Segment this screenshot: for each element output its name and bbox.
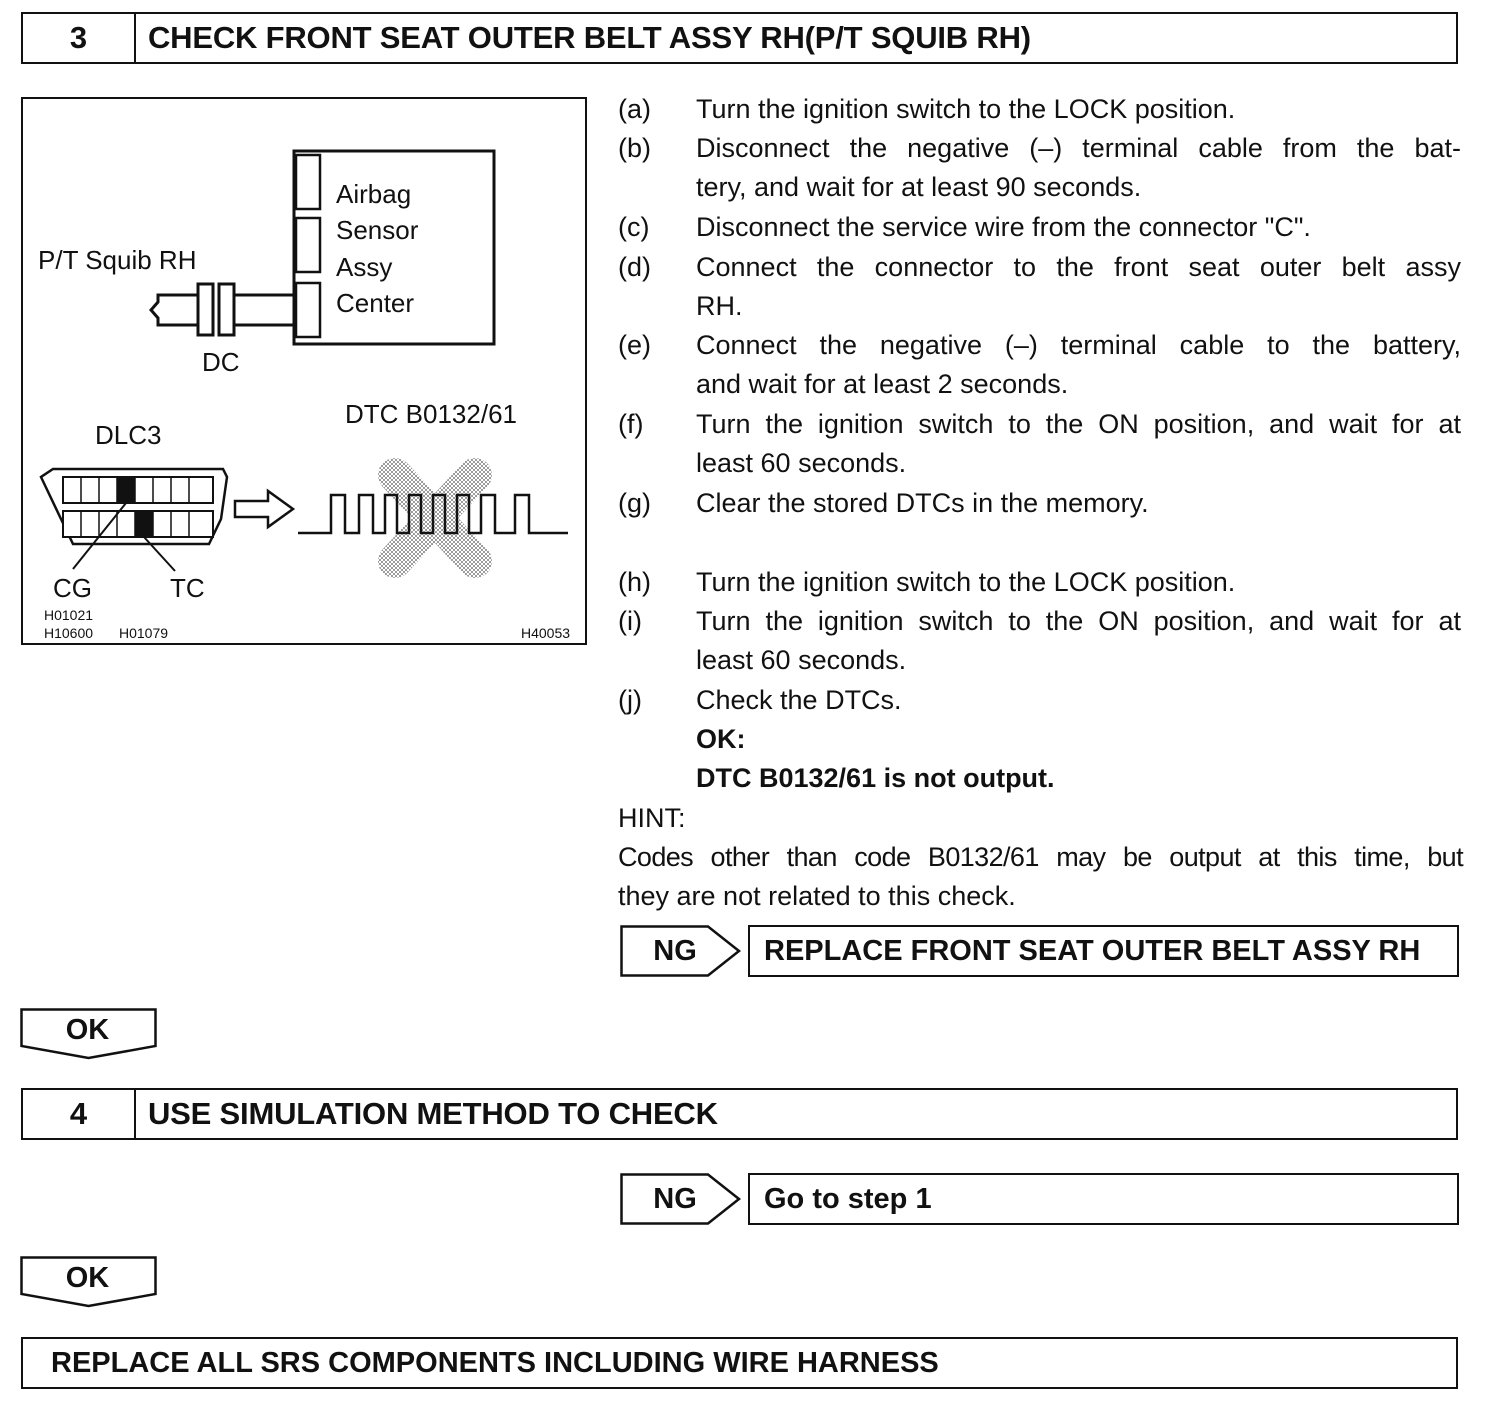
right-arrow-icon — [235, 491, 293, 527]
ref-code-right: H40053 — [521, 625, 571, 641]
step-text-line: Disconnect the negative (–) terminal cable from the bat- — [696, 133, 1461, 163]
tc-label: TC — [170, 573, 205, 603]
ref-code-1: H01021 — [44, 607, 94, 623]
ng-result-step-4 — [620, 1173, 1460, 1225]
step-label: (h) — [618, 567, 651, 597]
hint-text-line: Codes other than code B0132/61 may be output at this time, but — [618, 842, 1463, 872]
step-text-line: Check the DTCs. — [696, 685, 902, 715]
step-text-line: Disconnect the service wire from the connector "C". — [696, 212, 1311, 242]
step-number: 4 — [23, 1090, 136, 1138]
step-text-line: Turn the ignition switch to the ON position, and wait for at — [696, 409, 1461, 439]
ok-tag: OK — [65, 1262, 110, 1294]
ecu-label-line-4: Center — [336, 288, 415, 318]
step-text-line: Turn the ignition switch to the ON position, and wait for at — [696, 606, 1461, 636]
ok-tag: OK — [65, 1014, 110, 1046]
step-text-line: RH. — [696, 291, 743, 321]
step-3-header — [21, 12, 1458, 64]
step-label: (j) — [618, 685, 642, 715]
step-number: 3 — [23, 14, 136, 62]
cross-out-mark-icon — [395, 475, 475, 561]
ok-heading: OK: — [696, 724, 746, 754]
step-text-line: least 60 seconds. — [696, 448, 907, 478]
ok-result-step-3 — [20, 1008, 160, 1060]
dtc-waveform — [298, 495, 568, 533]
step-title: CHECK FRONT SEAT OUTER BELT ASSY RH(P/T SQUIB RH) — [148, 20, 1031, 55]
squib-connector — [151, 284, 296, 335]
step-label: (d) — [618, 252, 651, 282]
step-text-line: tery, and wait for at least 90 seconds. — [696, 172, 1142, 202]
wiring-figure — [21, 97, 587, 645]
step-title: USE SIMULATION METHOD TO CHECK — [148, 1096, 718, 1131]
ok-result-step-4 — [20, 1256, 160, 1308]
ng-tag: NG — [653, 1183, 697, 1215]
step-label: (g) — [618, 488, 651, 518]
cg-label: CG — [53, 573, 92, 603]
hint-text-line: they are not related to this check. — [618, 881, 1016, 911]
ecu-label-line-1: Airbag — [336, 179, 412, 209]
step-label: (c) — [618, 212, 650, 242]
ng-result-step-3 — [620, 925, 1460, 977]
step-text-line: Connect the negative (–) terminal cable to the battery, — [696, 330, 1461, 360]
ecu-label-line-2: Sensor — [336, 215, 419, 245]
hint-label: HINT: — [618, 803, 686, 833]
final-action-box: REPLACE ALL SRS COMPONENTS INCLUDING WIRE HARNESS — [21, 1337, 1458, 1389]
step-text-line: Turn the ignition switch to the LOCK position. — [696, 94, 1236, 124]
dlc3-connector — [41, 469, 227, 571]
step-text-line: Clear the stored DTCs in the memory. — [696, 488, 1149, 518]
step-text-line: Turn the ignition switch to the LOCK position. — [696, 567, 1236, 597]
ok-condition: DTC B0132/61 is not output. — [696, 763, 1055, 793]
step-label: (f) — [618, 409, 644, 439]
ecu-label-line-3: Assy — [336, 252, 393, 282]
step-text-line: and wait for at least 2 seconds. — [696, 369, 1069, 399]
step-label: (b) — [618, 133, 651, 163]
step-text-line: least 60 seconds. — [696, 645, 907, 675]
step-label: (i) — [618, 606, 642, 636]
ng-tag: NG — [653, 935, 697, 967]
dtc-label: DTC B0132/61 — [345, 399, 517, 429]
squib-label: P/T Squib RH — [38, 245, 197, 275]
step-text-line: Connect the connector to the front seat outer belt assy — [696, 252, 1461, 282]
dc-label: DC — [202, 347, 240, 377]
step-4-header — [21, 1088, 1458, 1140]
ng-action-box: REPLACE FRONT SEAT OUTER BELT ASSY RH — [748, 925, 1459, 977]
ref-code-2: H10600 — [44, 625, 94, 641]
step-label: (e) — [618, 330, 651, 360]
ref-code-3: H01079 — [119, 625, 169, 641]
ng-action-box: Go to step 1 — [748, 1173, 1459, 1225]
dlc3-label: DLC3 — [95, 420, 162, 450]
step-label: (a) — [618, 94, 651, 124]
